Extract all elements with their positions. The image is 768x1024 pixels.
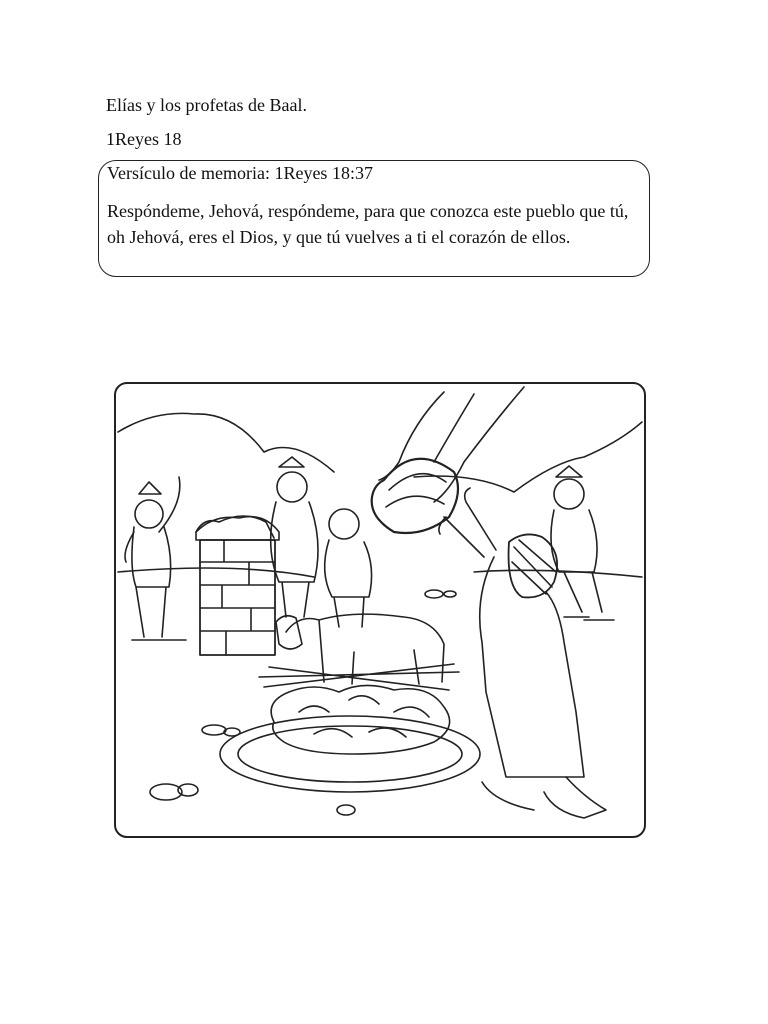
baal-prophet-center: [271, 457, 372, 627]
ground-stones: [150, 590, 456, 815]
baal-bull: [196, 516, 274, 538]
memory-verse-text: Respóndeme, Jehová, respóndeme, para que conozca este pueblo que tú, oh Jehová, eres el Dios, y que tú vuelves a ti el corazón de ellos.: [107, 201, 629, 247]
memory-verse-box: [98, 160, 650, 277]
illustration-frame: [115, 383, 645, 837]
heavenly-fire: [372, 387, 524, 533]
memory-verse-heading: Versículo de memoria: 1Reyes 18:37: [107, 163, 373, 183]
baal-prophet-right: [551, 466, 614, 620]
page-title: Elías y los profetas de Baal.: [106, 95, 307, 115]
sacrifice-bull: [259, 614, 459, 690]
baal-prophet-left: [125, 477, 186, 640]
bible-reference: 1Reyes 18: [106, 129, 182, 149]
elijah-altar: [220, 685, 480, 792]
hills: [118, 413, 642, 577]
elijah: [439, 488, 606, 818]
baal-altar: [196, 517, 279, 655]
coloring-illustration: [114, 382, 646, 838]
